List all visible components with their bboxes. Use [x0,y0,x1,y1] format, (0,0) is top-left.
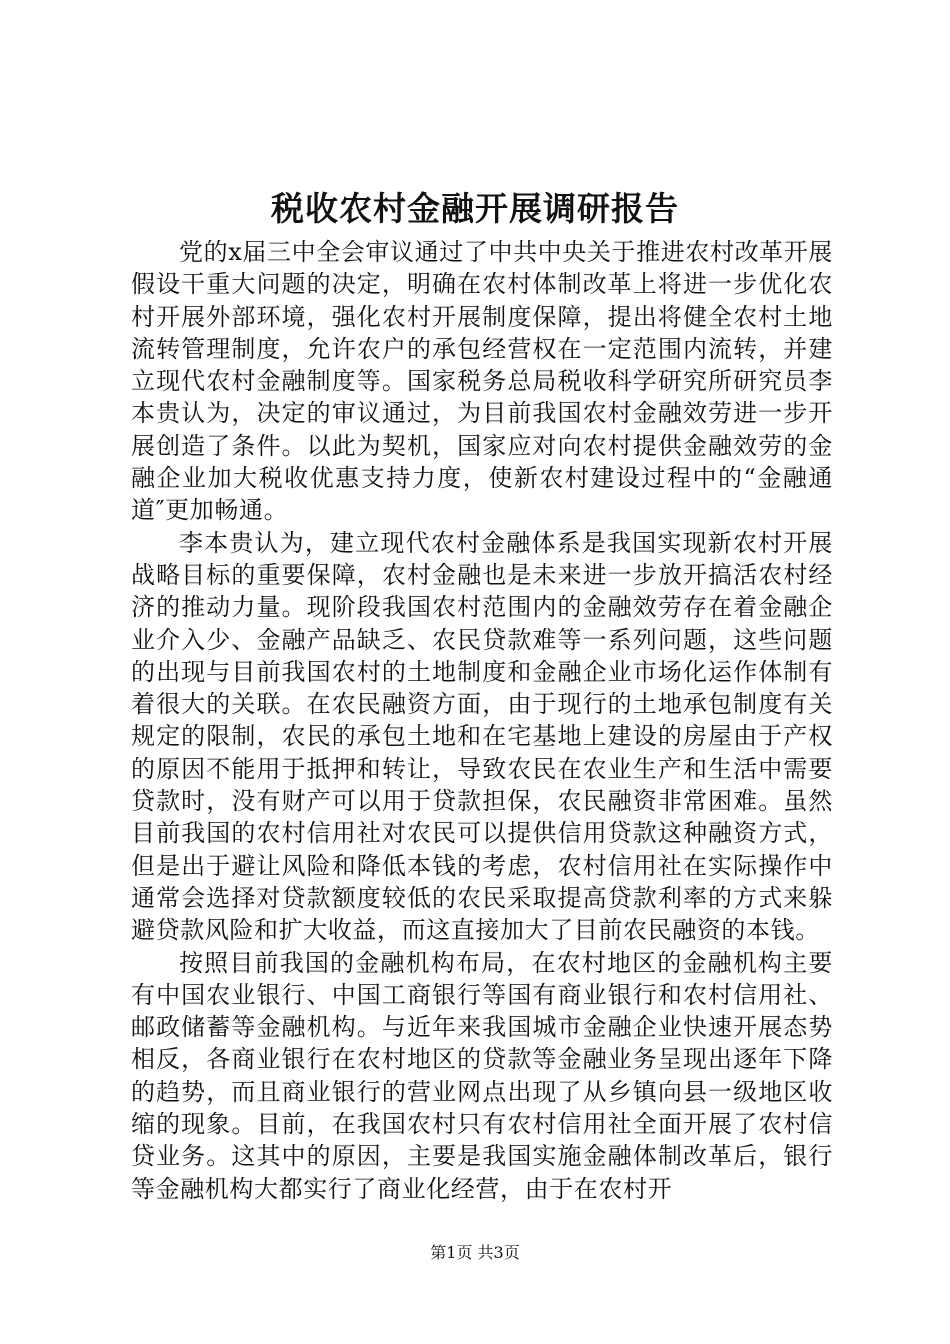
paragraph-3: 按照目前我国的金融机构布局，在农村地区的金融机构主要有中国农业银行、中国工商银行等国有商业银行和农村信用社、邮政储蓄等金融机构。与近年来我国城市金融企业快速开展态势相反，各商业银行在农村地区的贷款等金融业务呈现出逐年下降的趋势，而且商业银行的营业网点出现了从乡镇向县一级地区收缩的现象。目前，在我国农村只有农村信用社全面开展了农村信贷业务。这其中的原因，主要是我国实施金融体制改革后，银行等金融机构大都实行了商业化经营，由于在农村开 [131,948,833,1203]
paragraph-1: 党的x届三中全会审议通过了中共中央关于推进农村改革开展假设干重大问题的决定，明确在农村体制改革上将进一步优化农村开展外部环境，强化农村开展制度保障，提出将健全农村土地流转管理制度，允许农户的承包经营权在一定范围内流转，并建立现代农村金融制度等。国家税务总局税收科学研究所研究员李本贵认为，决定的审议通过，为目前我国农村金融效劳进一步开展创造了条件。以此为契机，国家应对向农村提供金融效劳的金融企业加大税收优惠支持力度，使新农村建设过程中的“金融通道″更加畅通。 [131,238,833,525]
document-title: 税收农村金融开展调研报告 [271,189,679,228]
page-number-footer: 第1页 共3页 [430,1243,520,1262]
paragraph-2: 李本贵认为，建立现代农村金融体系是我国实现新农村开展战略目标的重要保障，农村金融也是未来进一步放开搞活农村经济的推动力量。现阶段我国农村范围内的金融效劳存在着金融企业介入少、金融产品缺乏、农民贷款难等一系列问题，这些问题的出现与目前我国农村的土地制度和金融企业市场化运作体制有着很大的关联。在农民融资方面，由于现行的土地承包制度有关规定的限制，农民的承包土地和在宅基地上建设的房屋由于产权的原因不能用于抵押和转让，导致农民在农业生产和生活中需要贷款时，没有财产可以用于贷款担保，农民融资非常困难。虽然目前我国的农村信用社对农民可以提供信用贷款这种融资方式，但是出于避让风险和降低本钱的考虑，农村信用社在实际操作中通常会选择对贷款额度较低的农民采取提高贷款利率的方式来躲避贷款风险和扩大收益，而这直接加大了目前农民融资的本钱。 [131,528,833,945]
document-body [131,236,833,1205]
